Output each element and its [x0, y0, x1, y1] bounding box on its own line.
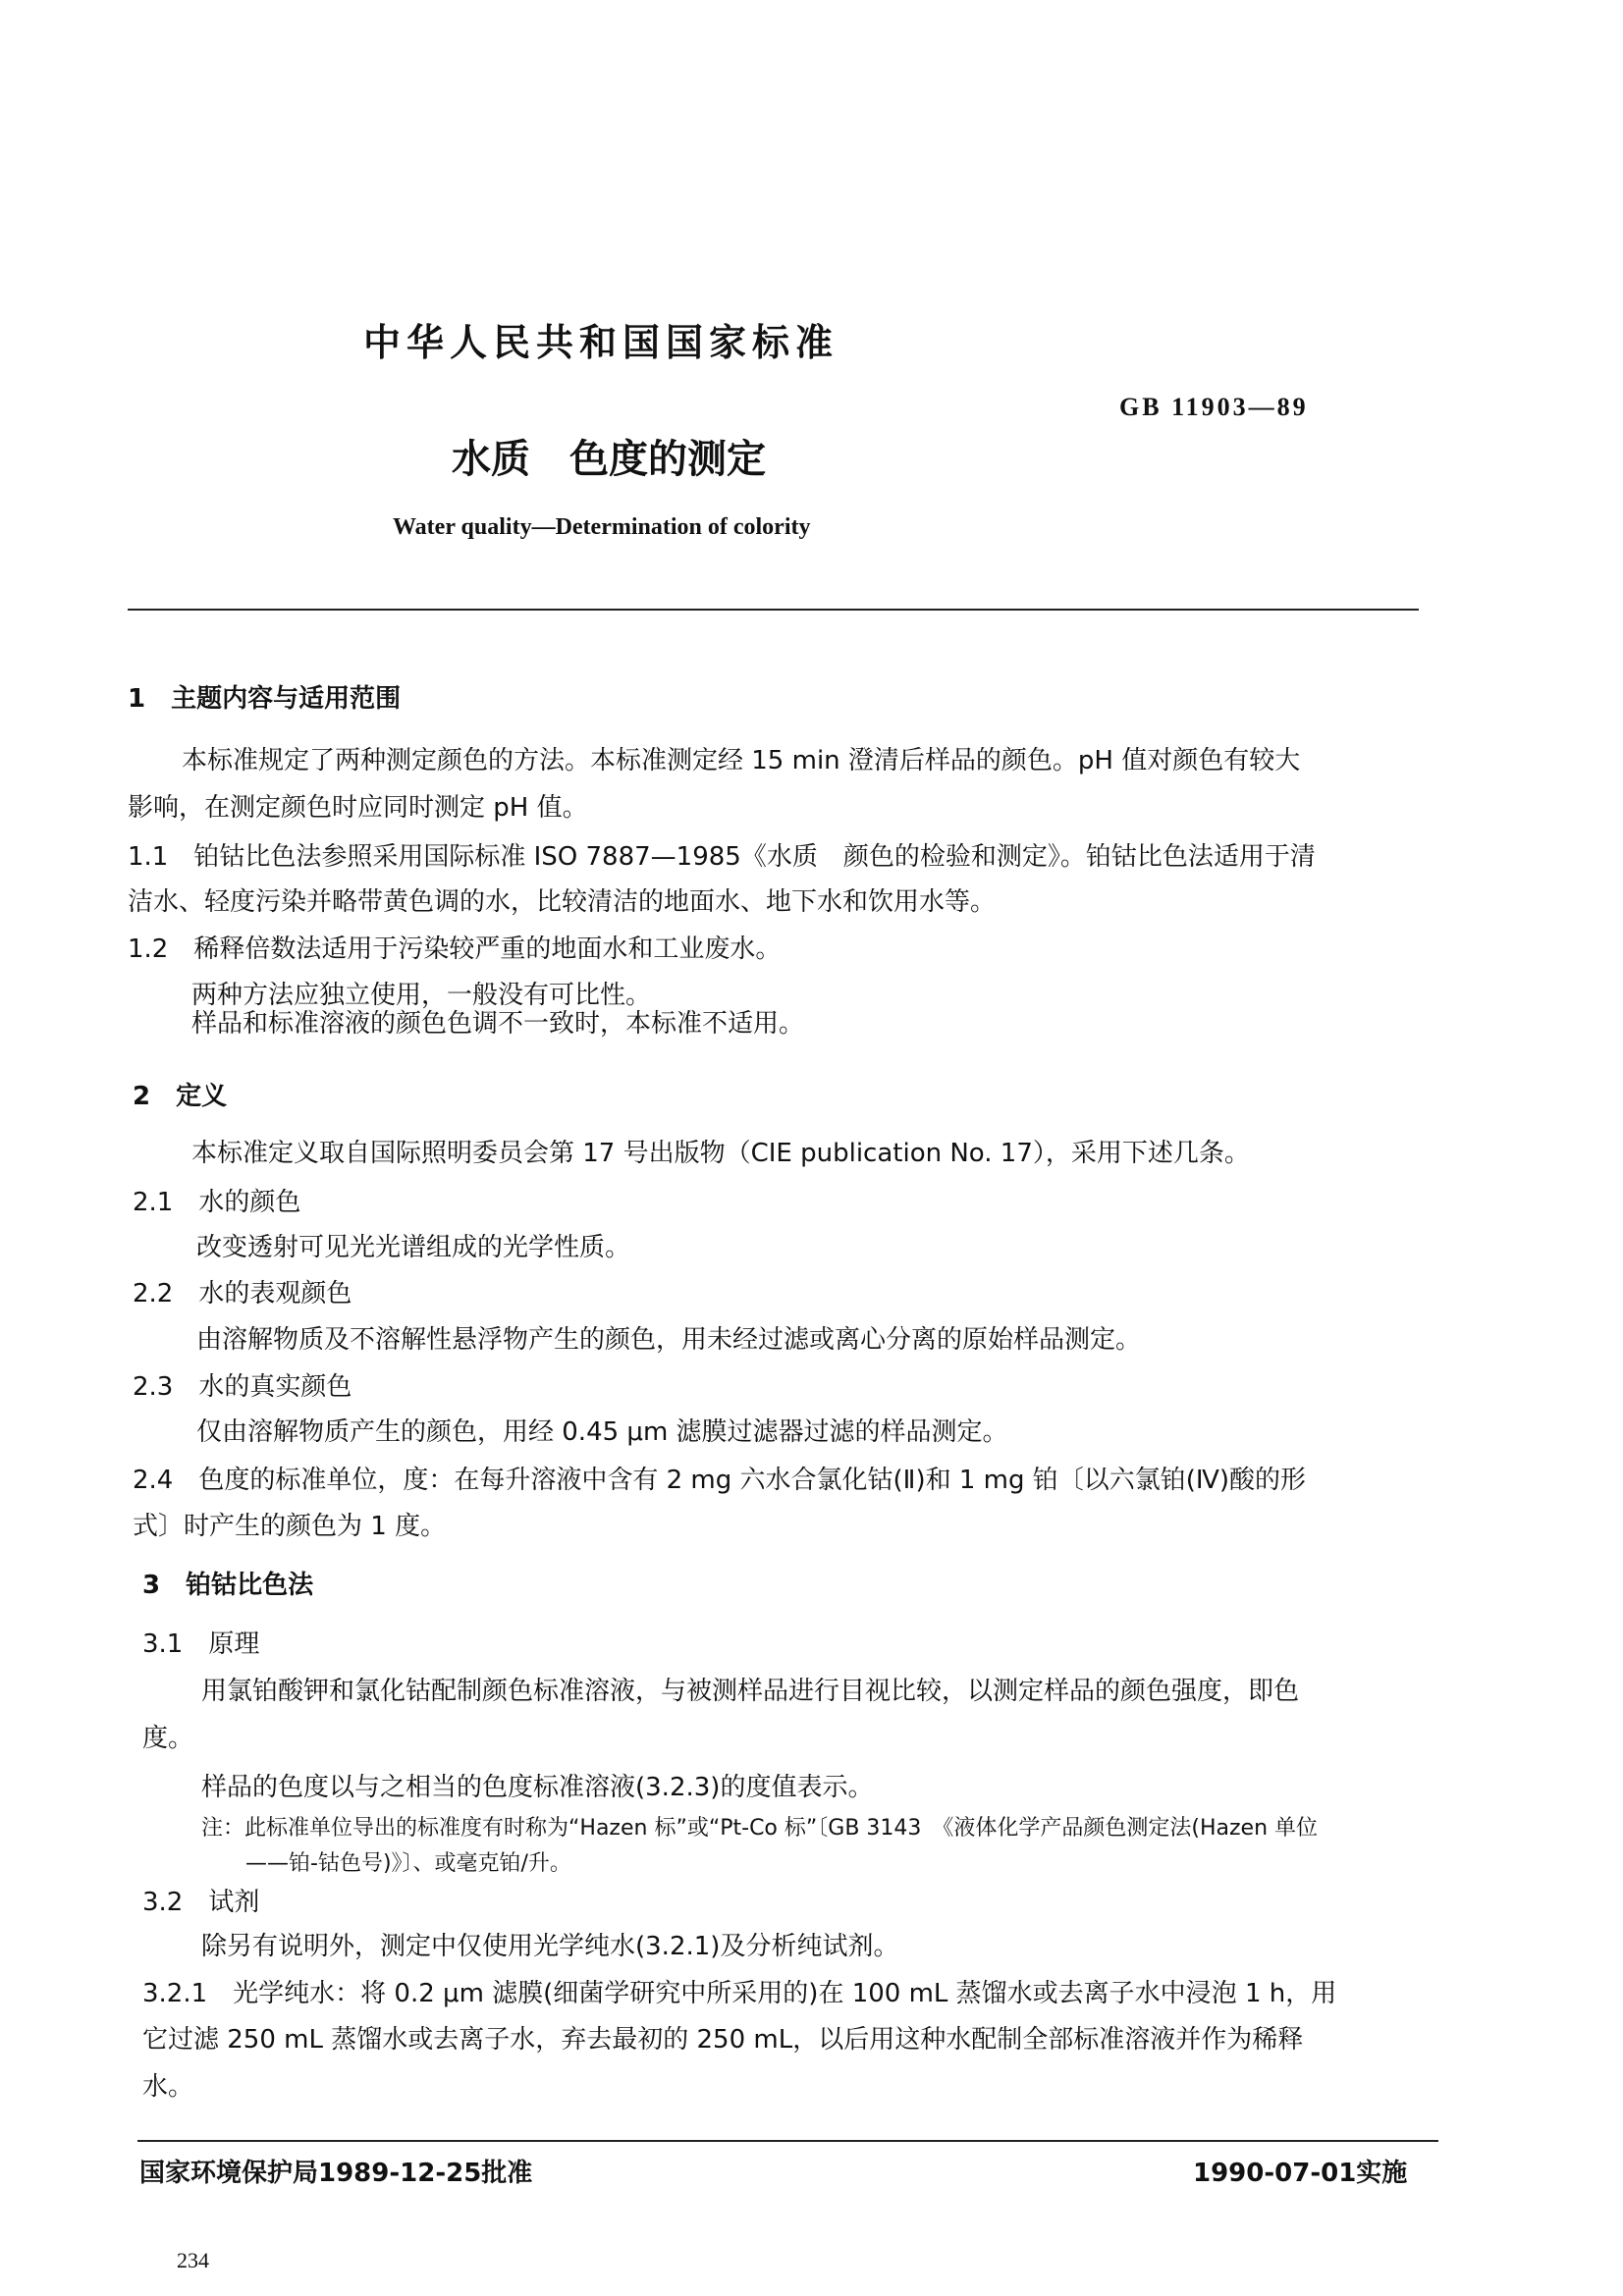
section-2-2-title: 2.2 水的表观颜色	[133, 1279, 352, 1308]
section-3-1-note-line-1: 注：此标准单位导出的标准度有时称为“Hazen 标”或“Pt-Co 标”〔GB 3143 《液体化学产品颜色测定法(Hazen 单位	[201, 1816, 1319, 1841]
section-3-1-line-2: 度。	[142, 1724, 194, 1753]
section-2-2-text: 由溶解物质及不溶解性悬浮物产生的颜色，用未经过滤或离心分离的原始样品测定。	[196, 1325, 1142, 1355]
section-2-heading: 2 定义	[133, 1082, 228, 1111]
document-title-cn: 水质 色度的测定	[452, 437, 766, 482]
header-divider	[128, 609, 1419, 611]
section-3-2-text: 除另有说明外，测定中仅使用光学纯水(3.2.1)及分析纯试剂。	[201, 1932, 899, 1961]
section-1-1-line-1: 1.1 铂钴比色法参照采用国际标准 ISO 7887—1985《水质 颜色的检验和测定》。铂钴比色法适用于清	[128, 842, 1316, 872]
implementation-date: 1990-07-01实施	[1193, 2159, 1408, 2188]
section-3-1-line-1: 用氯铂酸钾和氯化钴配制颜色标准溶液，与被测样品进行目视比较，以测定样品的颜色强度，即色	[201, 1677, 1300, 1706]
section-2-1-title: 2.1 水的颜色	[133, 1188, 301, 1217]
section-1-1-line-2: 洁水、轻度污染并略带黄色调的水，比较清洁的地面水、地下水和饮用水等。	[128, 887, 997, 917]
section-1-paragraph-3: 样品和标准溶液的颜色色调不一致时，本标准不适用。	[191, 1009, 805, 1039]
section-3-1-title: 3.1 原理	[142, 1629, 260, 1659]
section-2-paragraph: 本标准定义取自国际照明委员会第 17 号出版物（CIE publication No. 17），采用下述几条。	[191, 1139, 1250, 1168]
section-1-paragraph-2: 两种方法应独立使用，一般没有可比性。	[191, 981, 652, 1010]
standard-code: GB 11903—89	[1119, 393, 1309, 421]
section-3-heading: 3 铂钴比色法	[142, 1571, 314, 1600]
section-3-1-note-line-2: ——铂-钴色号)》〕、或毫克铂/升。	[245, 1851, 571, 1876]
page-number: 234	[177, 2248, 209, 2272]
section-1-paragraph-line-2: 影响，在测定颜色时应同时测定 pH 值。	[128, 793, 588, 823]
section-1-2: 1.2 稀释倍数法适用于污染较严重的地面水和工业废水。	[128, 934, 782, 964]
section-2-4-line-2: 式〕时产生的颜色为 1 度。	[133, 1512, 447, 1541]
section-3-2-title: 3.2 试剂	[142, 1888, 260, 1917]
approval-line: 国家环境保护局1989-12-25批准	[139, 2159, 533, 2188]
section-3-2-1-line-3: 水。	[142, 2072, 194, 2102]
national-standard-heading: 中华人民共和国国家标准	[363, 321, 839, 364]
section-3-2-1-line-2: 它过滤 250 mL 蒸馏水或去离子水，弃去最初的 250 mL，以后用这种水配制全部标准溶液并作为稀释	[142, 2025, 1304, 2055]
section-2-3-text: 仅由溶解物质产生的颜色，用经 0.45 μm 滤膜过滤器过滤的样品测定。	[196, 1417, 1008, 1447]
section-3-2-1-line-1: 3.2.1 光学纯水：将 0.2 μm 滤膜(细菌学研究中所采用的)在 100 mL 蒸馏水或去离子水中浸泡 1 h，用	[142, 1979, 1337, 2008]
section-1-paragraph-line-1: 本标准规定了两种测定颜色的方法。本标准测定经 15 min 澄清后样品的颜色。pH 值对颜色有较大	[182, 746, 1301, 775]
footer-divider	[137, 2140, 1438, 2142]
section-2-1-text: 改变透射可见光光谱组成的光学性质。	[196, 1233, 631, 1262]
section-3-1-paragraph-2: 样品的色度以与之相当的色度标准溶液(3.2.3)的度值表示。	[201, 1773, 874, 1802]
document-title-en: Water quality—Determination of colority	[393, 514, 811, 540]
section-2-4-line-1: 2.4 色度的标准单位，度：在每升溶液中含有 2 mg 六水合氯化钴(Ⅱ)和 1 mg 铂〔以六氯铂(Ⅳ)酸的形	[133, 1466, 1307, 1495]
section-1-heading: 1 主题内容与适用范围	[128, 684, 402, 714]
section-2-3-title: 2.3 水的真实颜色	[133, 1372, 352, 1402]
